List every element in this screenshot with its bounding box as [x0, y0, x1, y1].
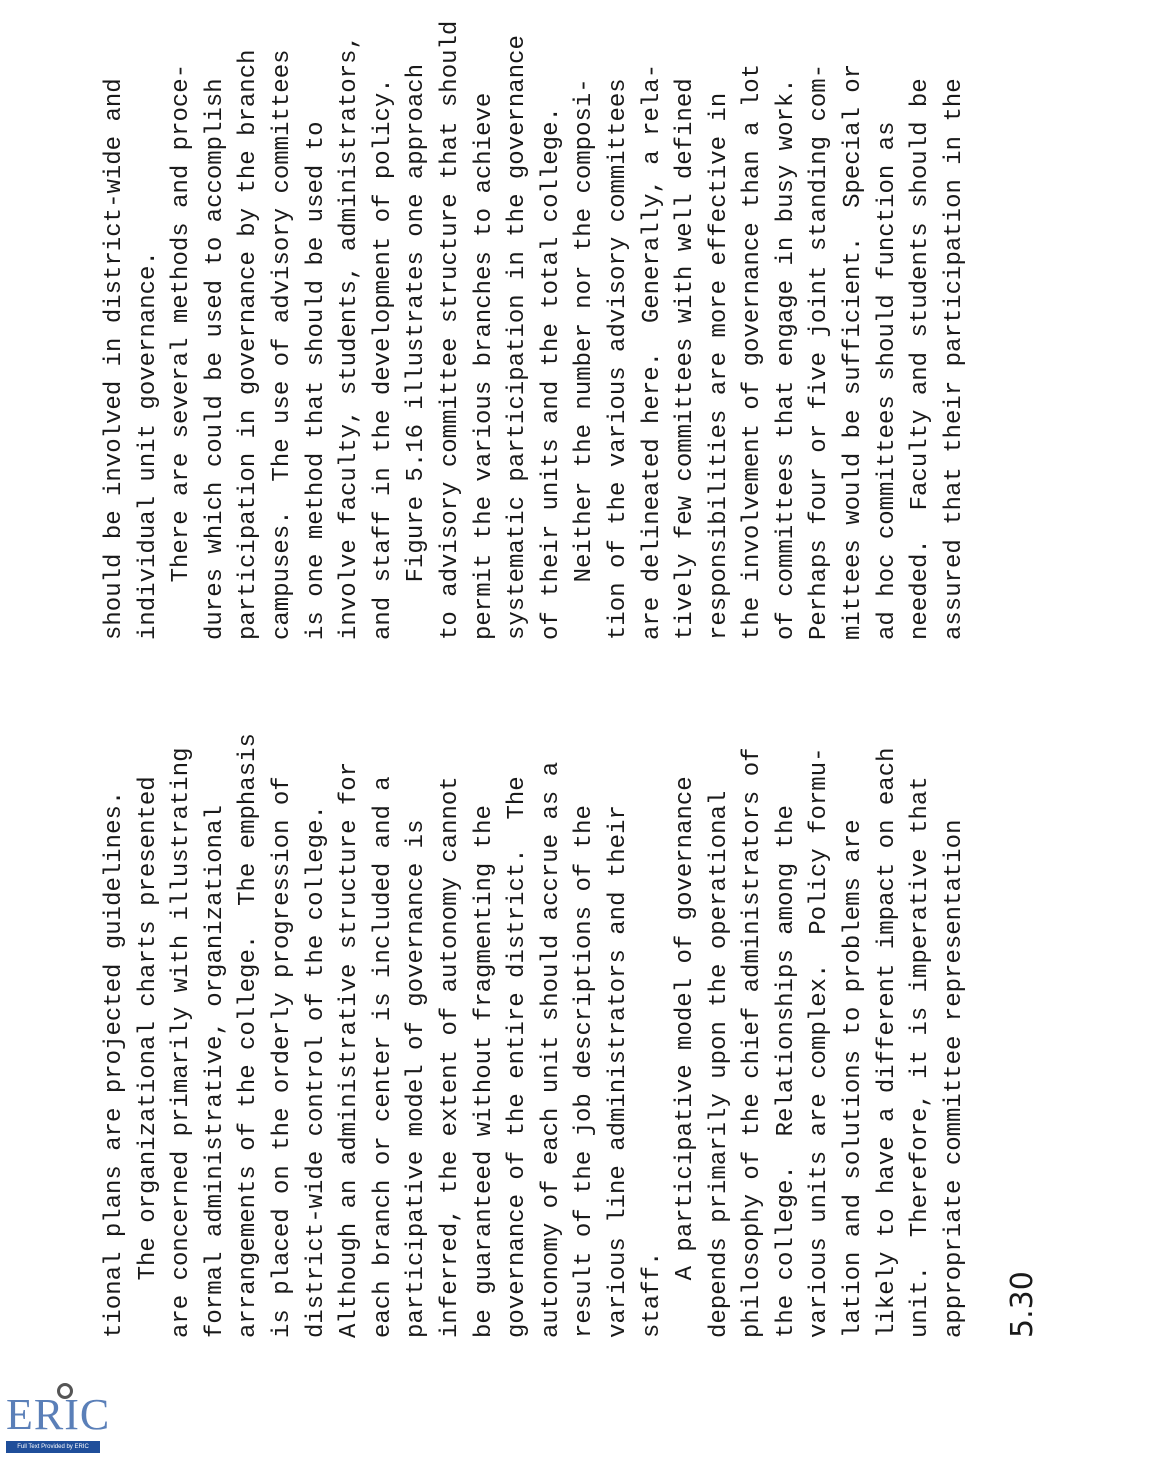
left-column [98, 733, 971, 1338]
text-line: various units are complex. Policy formu- [806, 747, 834, 1338]
text-line: Although an administrative structure for [336, 761, 364, 1338]
text-line: the college. Relationships among the [772, 805, 800, 1338]
text-line: participation in governance by the branch [235, 49, 263, 640]
text-line: is placed on the orderly progression of [268, 776, 296, 1338]
text-line: A participative model of governance [672, 776, 700, 1338]
text-line: are concerned primarily with illustrating [168, 747, 196, 1338]
text-line: Perhaps four or five joint standing com- [806, 63, 834, 640]
text-line: permit the various branches to achieve [470, 92, 498, 640]
text-line: each branch or center is included and a [369, 776, 397, 1338]
text-line: appropriate committee representation [940, 819, 968, 1338]
text-line: should be involved in district-wide and [101, 78, 128, 640]
text-line: are delineated here. Generally, a rela- [638, 63, 666, 640]
text-line: ad hoc committees should function as [873, 121, 901, 640]
text-line: of their units and the total college. [537, 107, 565, 640]
text-line: autonomy of each unit should accrue as a [537, 761, 565, 1338]
text-line: and staff in the development of policy. [369, 78, 397, 640]
text-line: likely to have a different impact on each [873, 747, 901, 1338]
right-column [98, 21, 971, 640]
text-line: assured that their participation in the [940, 78, 968, 640]
text-line: governance of the entire district. The [504, 776, 532, 1338]
text-line: depends primarily upon the operational [705, 790, 733, 1338]
text-line: tional plans are projected guidelines. [101, 790, 128, 1338]
text-line: the involvement of governance than a lot [739, 63, 767, 640]
text-line: inferred, the extent of autonomy cannot [436, 776, 464, 1338]
text-line: tion of the various advisory committees [604, 78, 632, 640]
logo-word: ERIC [6, 1390, 111, 1439]
text-line: participative model of governance is [403, 819, 431, 1338]
text-line: responsibilities are more effective in [705, 92, 733, 640]
text-line: The organizational charts presented [134, 776, 162, 1338]
text-line: involve faculty, students, administrators, [336, 35, 364, 640]
text-line: result of the job descriptions of the [571, 805, 599, 1338]
text-line: Neither the number nor the composi- [571, 78, 599, 640]
text-line: dures which could be used to accomplish [201, 78, 229, 640]
text-line: lation and solutions to problems are [840, 819, 868, 1338]
text-line: Figure 5.16 illustrates one approach [403, 63, 431, 640]
text-line: campuses. The use of advisory committees [268, 49, 296, 640]
page-number: 5.30 [1005, 1271, 1040, 1338]
text-line: of committees that engage in busy work. [772, 78, 800, 640]
text-line: philosophy of the chief administrators of [739, 747, 767, 1338]
logo-banner: Full Text Provided by ERIC [6, 1441, 100, 1453]
text-line: tively few committees with well defined [672, 78, 700, 640]
text-line: individual unit governance. [134, 251, 162, 640]
text-line: unit. Therefore, it is imperative that [907, 776, 935, 1338]
text-line: arrangements of the college. The emphasis [235, 733, 263, 1338]
text-line: is one method that should be used to [302, 121, 330, 640]
text-line: mittees would be sufficient. Special or [840, 63, 868, 640]
text-line: district-wide control of the college. [302, 805, 330, 1338]
text-line: various line administrators and their [604, 805, 632, 1338]
text-line: be guaranteed without fragmenting the [470, 805, 498, 1338]
text-line: formal administrative, organizational [201, 805, 229, 1338]
text-line: staff. [638, 1251, 666, 1338]
text-line: systematic participation in the governance [504, 35, 532, 640]
text-line: to advisory committee structure that should [436, 20, 464, 640]
text-line: There are several methods and proce- [168, 63, 196, 640]
text-line: needed. Faculty and students should be [907, 78, 935, 640]
